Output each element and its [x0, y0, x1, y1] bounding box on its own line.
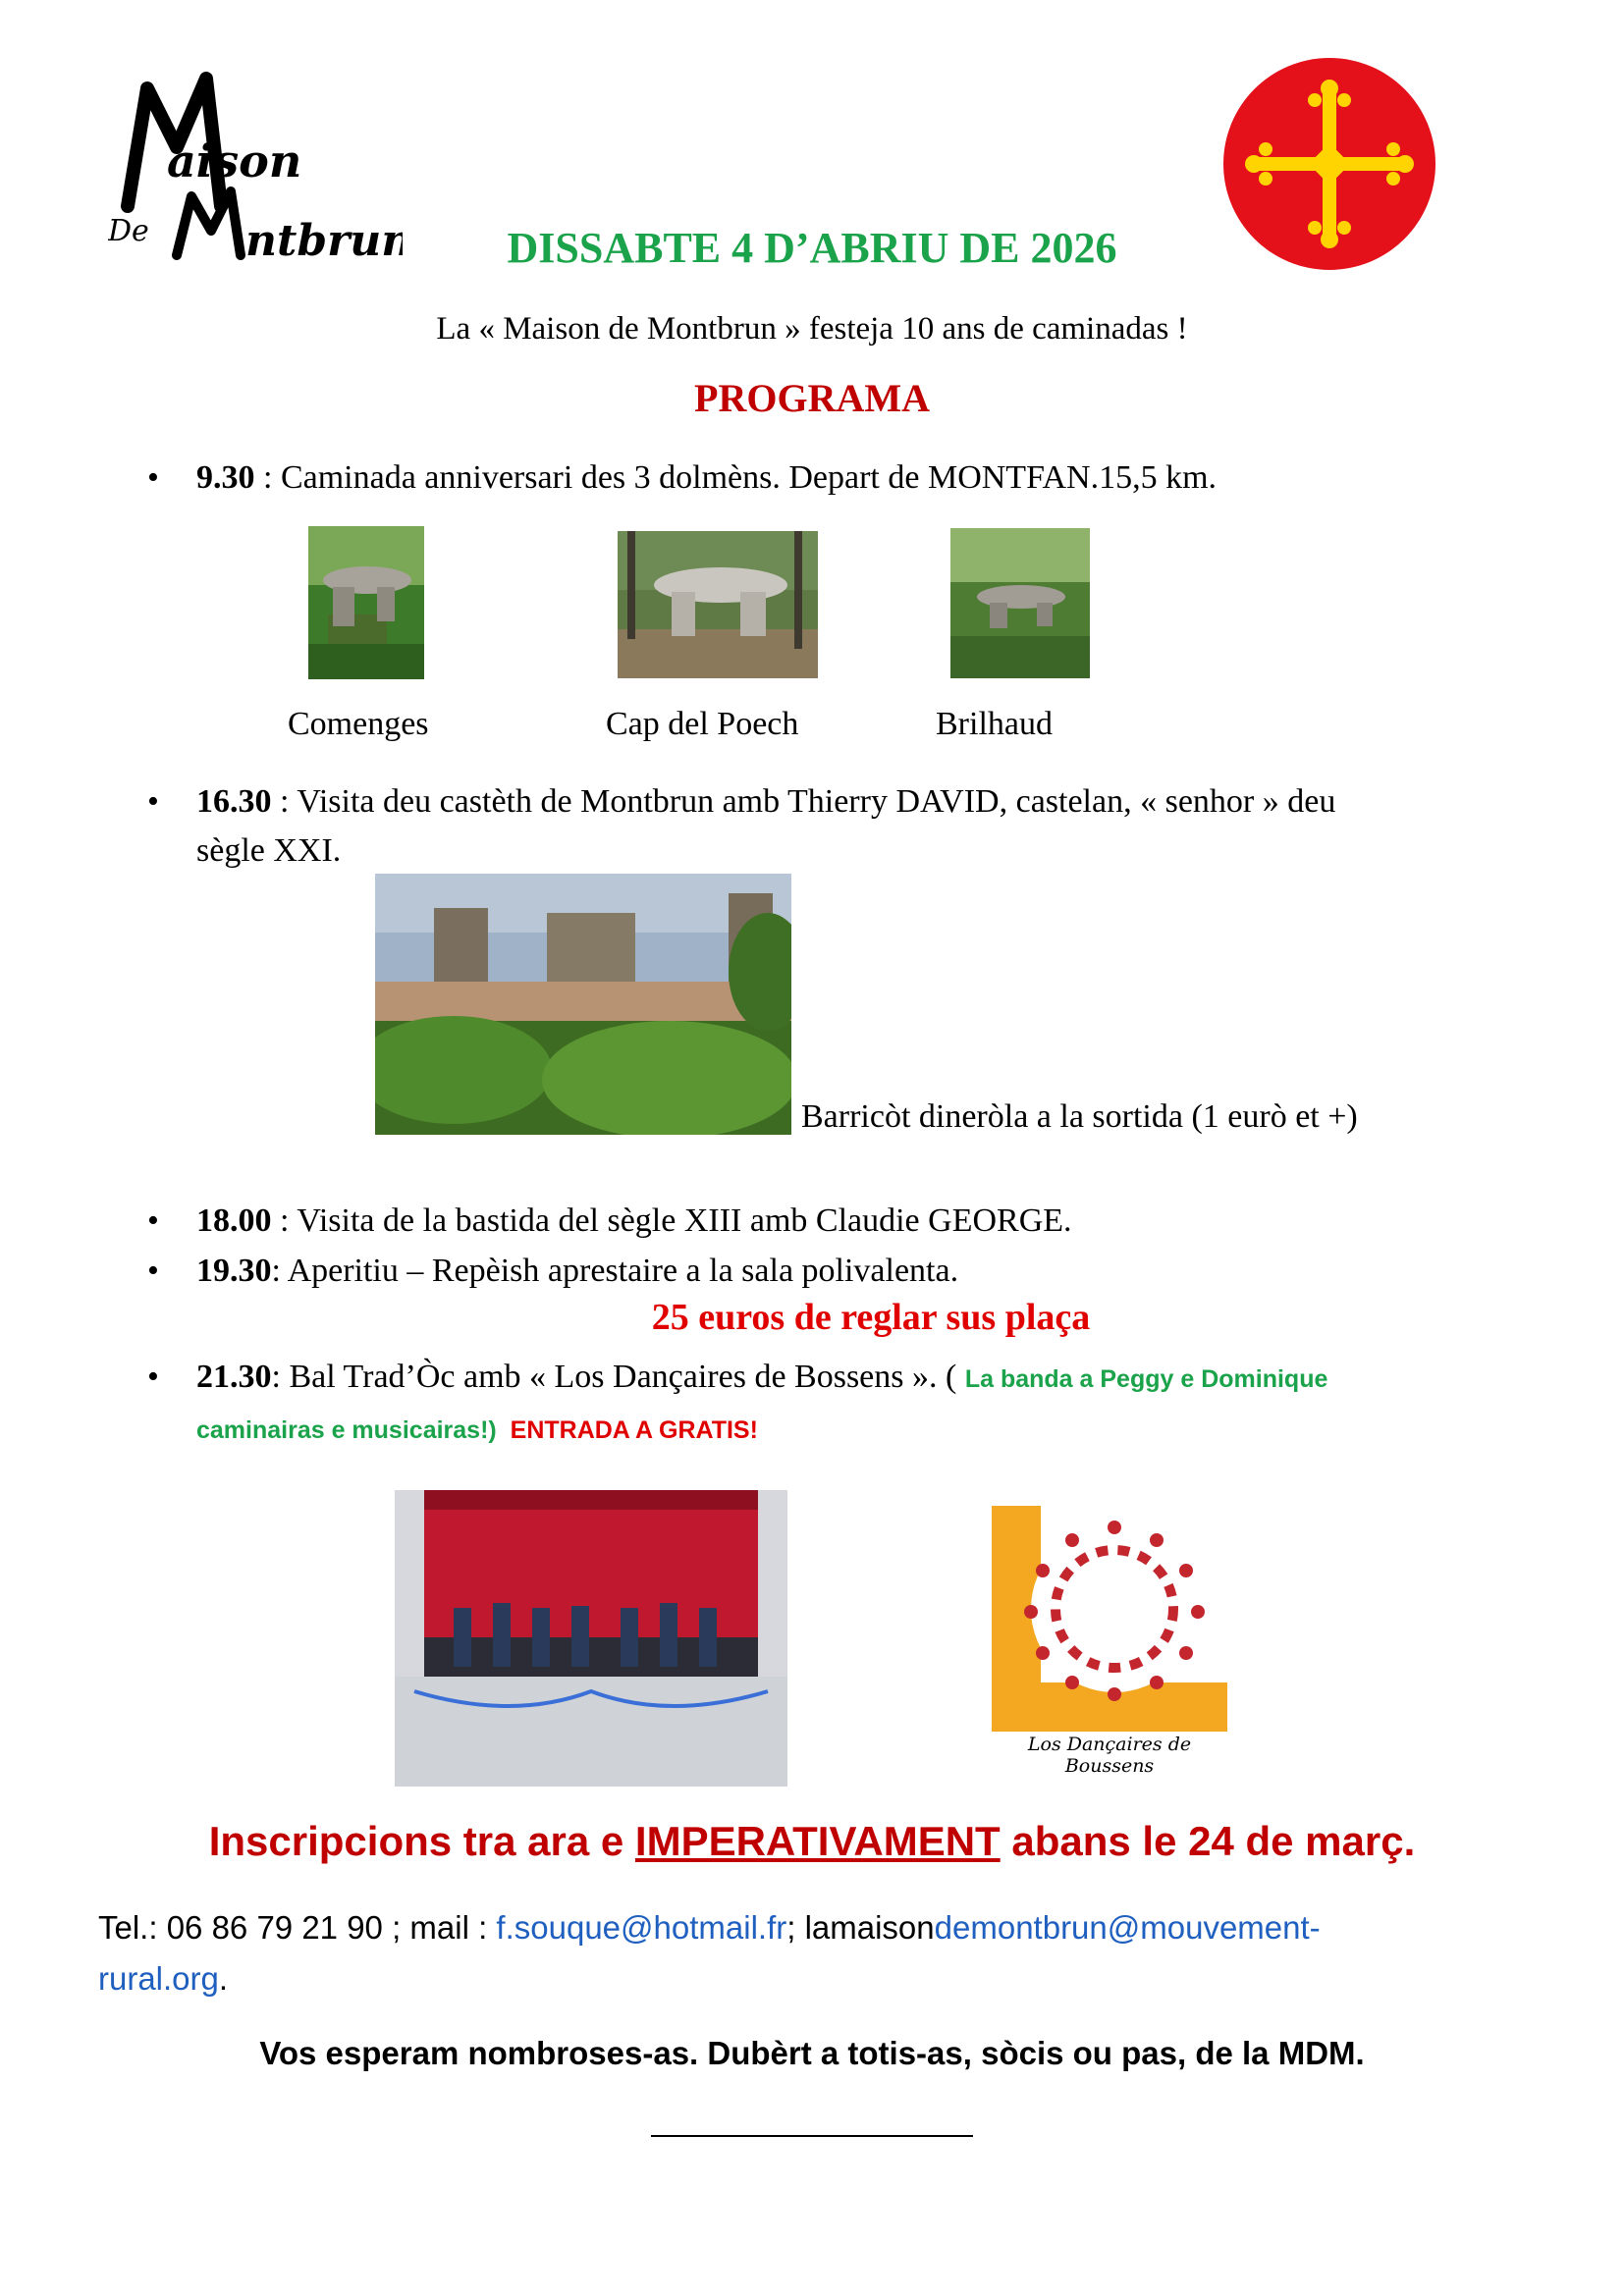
bullet-icon: •	[147, 459, 159, 496]
registration-date: abans le 24 de març.	[1000, 1818, 1416, 1864]
bullet-icon: •	[147, 1202, 159, 1239]
band-description: La banda a Peggy e Dominique	[964, 1365, 1328, 1393]
price-note: 25 euros de reglar sus plaça	[651, 1297, 1091, 1338]
svg-text:ntbrun: ntbrun	[245, 216, 403, 266]
dolmen-caption-comenges: Comenges	[288, 706, 429, 742]
bullet-icon: •	[147, 1359, 159, 1395]
item-time: 9.30	[196, 459, 255, 496]
svg-text:De: De	[108, 214, 149, 248]
closing-message: Vos esperam nombroses-as. Dubèrt a totis-as, sòcis ou pas, de la MDM.	[259, 2035, 1365, 2071]
item-text: : Bal Trad’Òc amb « Los Dançaires de Bossens ». (	[271, 1359, 965, 1395]
email-link-souque[interactable]: f.souque@hotmail.fr	[496, 1909, 787, 1946]
item-text: : Visita deu castèth de Montbrun amb Thierry DAVID, castelan, « senhor » deu	[271, 783, 1336, 820]
email-link-mouvement-rural[interactable]: demontbrun@mouvement-	[934, 1909, 1321, 1946]
email-separator: ; lamaison	[786, 1909, 935, 1946]
castle-donation-caption: Barricòt dineròla a la sortida (1 eurò et +)	[801, 1098, 1358, 1135]
item-time: 19.30	[196, 1253, 272, 1289]
programa-heading: PROGRAMA	[694, 376, 930, 420]
program-item-1800	[147, 1197, 1542, 1246]
registration-deadline	[0, 1818, 1624, 1865]
castle-photo	[375, 874, 791, 1135]
dolmen-caption-brilhaud: Brilhaud	[936, 706, 1053, 742]
email-link-mouvement-rural-continued[interactable]: rural.org	[98, 1960, 219, 1997]
item-time: 16.30	[196, 783, 272, 820]
band-description-continued: caminairas e musicairas!)	[196, 1416, 497, 1444]
dolmen-photo-cap-del-poech	[618, 531, 818, 678]
dancers-logo-text: Los Dançaires de Boussens	[1027, 1734, 1192, 1777]
dolmen-photo-brilhaud	[950, 528, 1090, 678]
registration-text: Inscripcions tra ara e	[208, 1818, 635, 1864]
item-time: 21.30	[196, 1359, 272, 1395]
item-time: 18.00	[196, 1202, 272, 1239]
item-text: : Visita de la bastida del sègle XIII amb Claudie GEORGE.	[271, 1202, 1072, 1239]
contact-end: .	[218, 1960, 229, 1997]
registration-emphasis: IMPERATIVAMENT	[634, 1818, 1001, 1864]
program-item-930	[147, 454, 1542, 503]
item-text: : Aperitiu – Repèish aprestaire a la sala polivalenta.	[271, 1253, 959, 1289]
contact-info	[98, 1902, 1532, 2004]
dolmen-photo-comenges	[308, 526, 424, 679]
dolmen-caption-cap-del-poech: Cap del Poech	[606, 706, 799, 742]
event-subtitle: La « Maison de Montbrun » festeja 10 ans de caminadas !	[436, 311, 1188, 347]
item-text: : Caminada anniversari des 3 dolmèns. Depart de MONTFAN.15,5 km.	[254, 459, 1218, 496]
phone-text: Tel.: 06 86 79 21 90 ; mail :	[98, 1909, 497, 1946]
los-dancaires-logo	[992, 1506, 1227, 1777]
program-item-2130	[147, 1353, 1542, 1451]
band-photo	[395, 1490, 787, 1787]
closing-rule	[651, 2135, 973, 2137]
free-entry-note: ENTRADA A GRATIS!	[510, 1416, 758, 1444]
program-item-1930	[147, 1247, 1542, 1296]
bullet-icon: •	[147, 1253, 159, 1289]
svg-text:aison: aison	[167, 134, 302, 187]
program-item-1630	[147, 777, 1542, 876]
event-date-title: DISSABTE 4 D’ABRIU DE 2026	[507, 224, 1117, 272]
item-text-continued: sègle XXI.	[196, 832, 342, 869]
bullet-icon: •	[147, 783, 159, 820]
